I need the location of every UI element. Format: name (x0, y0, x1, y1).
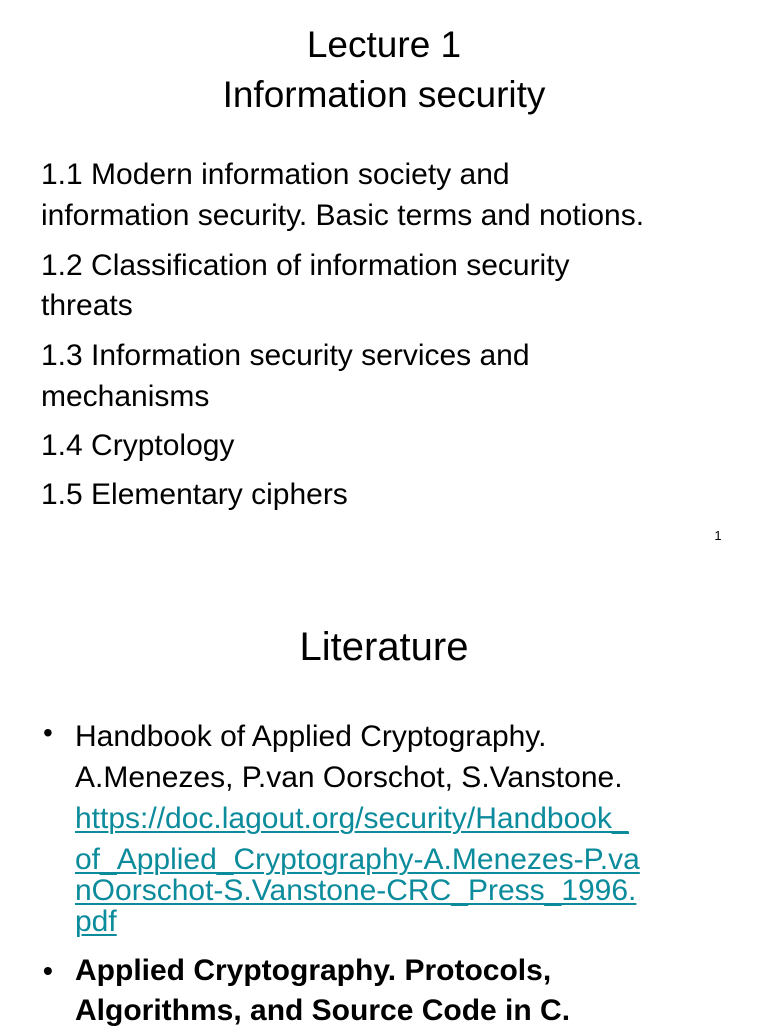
topic-1-5: 1.5 Elementary ciphers (41, 478, 348, 511)
book-2-title-line-2: Algorithms, and Source Code in C. (75, 994, 571, 1027)
topic-1-3-line-2: mechanisms (41, 380, 210, 413)
slide-page-number: 1 (714, 528, 722, 543)
book-1-link-line-4[interactable]: pdf (75, 905, 117, 938)
book-1-link-line-2[interactable]: of_Applied_Cryptography-A.Menezes-P.va (75, 843, 640, 876)
book-1-title: Handbook of Applied Cryptography. (75, 720, 547, 753)
book-1-authors: A.Menezes, P.van Oorschot, S.Vanstone. (75, 761, 623, 794)
topic-1-2-line-2: threats (41, 289, 133, 322)
book-1-link-line-3[interactable]: nOorschot-S.Vanstone-CRC_Press_1996. (75, 874, 637, 907)
slide-title-line-2: Information security (222, 74, 546, 115)
bullet-2: • (43, 955, 53, 986)
slide-literature (0, 560, 768, 1027)
bullet-1: • (43, 717, 53, 748)
literature-title: Literature (299, 625, 469, 669)
book-1-link-line-1[interactable]: https://doc.lagout.org/security/Handbook_ (75, 802, 629, 835)
slide-title-line-1: Lecture 1 (306, 24, 462, 65)
topic-1-1-line-1: 1.1 Modern information society and (41, 158, 510, 191)
topic-1-1-line-2: information security. Basic terms and notions. (41, 199, 645, 232)
topic-1-2-line-1: 1.2 Classification of information security (41, 249, 570, 282)
book-2-title-line-1: Applied Cryptography. Protocols, (75, 954, 552, 987)
topic-1-4: 1.4 Cryptology (41, 429, 235, 462)
topic-1-3-line-1: 1.3 Information security services and (41, 339, 530, 372)
